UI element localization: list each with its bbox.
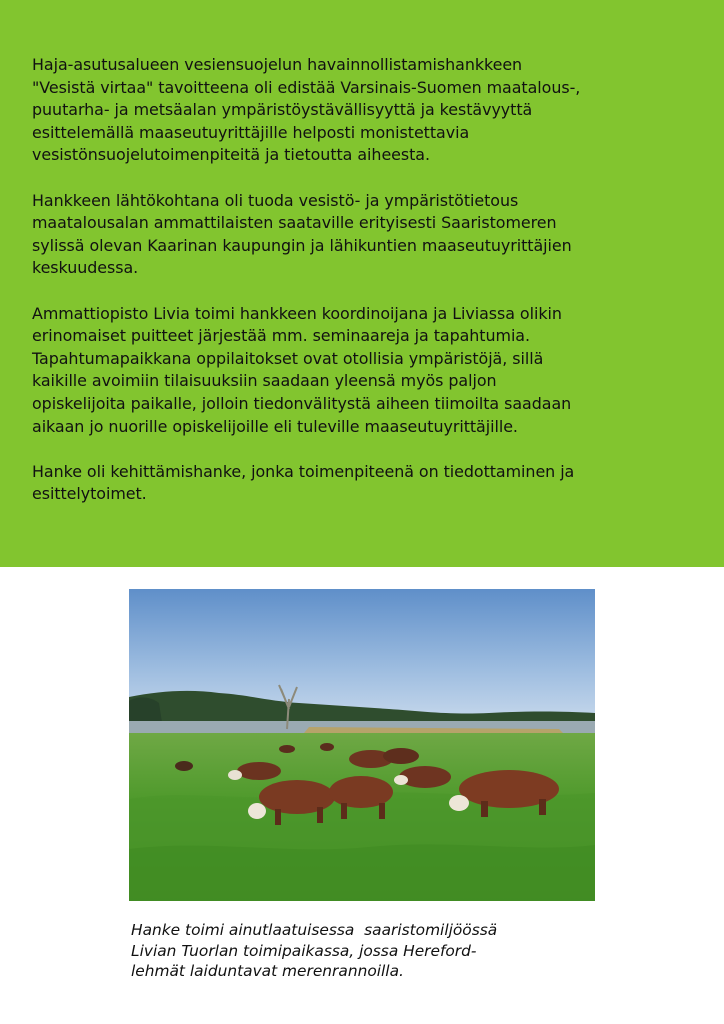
text-line: sylissä olevan Kaarinan kaupungin ja lähikuntien maaseutuyrittäjien [32,235,572,255]
caption-line: lehmät laiduntavat merenrannoilla. [131,962,404,980]
cow-far-2 [279,745,295,753]
text-line: Hankkeen lähtökohtana oli tuoda vesistö- ja ympäristötietous [32,190,519,210]
text-line: Ammattiopisto Livia toimi hankkeen koordinoijana ja Liviassa olikin [32,303,562,323]
photo-caption [131,920,601,982]
body-text [32,54,702,528]
text-line: aikaan jo nuorille opiskelijoille eli tuleville maaseutuyrittäjille. [32,416,518,436]
text-line: Haja-asutusalueen vesiensuojelun havainnollistamishankkeen [32,55,523,74]
text-line: esittelemällä maaseutuyrittäjille helposti monistettavia [32,122,470,142]
caption-line: Livian Tuorlan toimipaikassa, jossa Hereford- [131,941,477,960]
cow-far-3 [320,743,334,751]
paragraph-project-goal [32,54,702,167]
paragraph-coordinator [32,303,702,439]
text-line: "Vesistä virtaa" tavoitteena oli edistää Varsinais-Suomen maatalous-, [32,77,581,97]
text-line: erinomaiset puitteet järjestää mm. seminaareja ja tapahtumia. [32,326,530,346]
paragraph-project-type [32,461,702,506]
foreground-grass [129,844,595,901]
caption-line: Hanke toimi ainutlaatuisessa saaristomiljöössä [131,921,498,939]
text-line: puutarha- ja metsäalan ympäristöystävällisyyttä ja kestävyyttä [32,100,533,120]
text-line: Tapahtumapaikkana oppilaitokset ovat otollisia ympäristöjä, sillä [32,348,544,368]
text-line: maatalousalan ammattilaisten saataville erityisesti Saaristomeren [32,213,557,233]
cow-far-1 [175,761,193,771]
cattle-pasture-photo [129,589,595,901]
text-line: keskuudessa. [32,258,139,278]
text-line: kaikille avoimiin tilaisuuksiin saadaan yleensä myös paljon [32,371,497,391]
text-line: opiskelijoita paikalle, jolloin tiedonvälitystä aiheen tiimoilta saadaan [32,393,572,413]
paragraph-starting-point [32,190,702,280]
text-line: vesistönsuojelutoimenpiteitä ja tietoutta aiheesta. [32,145,430,165]
text-line: Hanke oli kehittämishanke, jonka toimenpiteenä on tiedottaminen ja [32,461,575,481]
text-line: esittelytoimet. [32,484,147,504]
